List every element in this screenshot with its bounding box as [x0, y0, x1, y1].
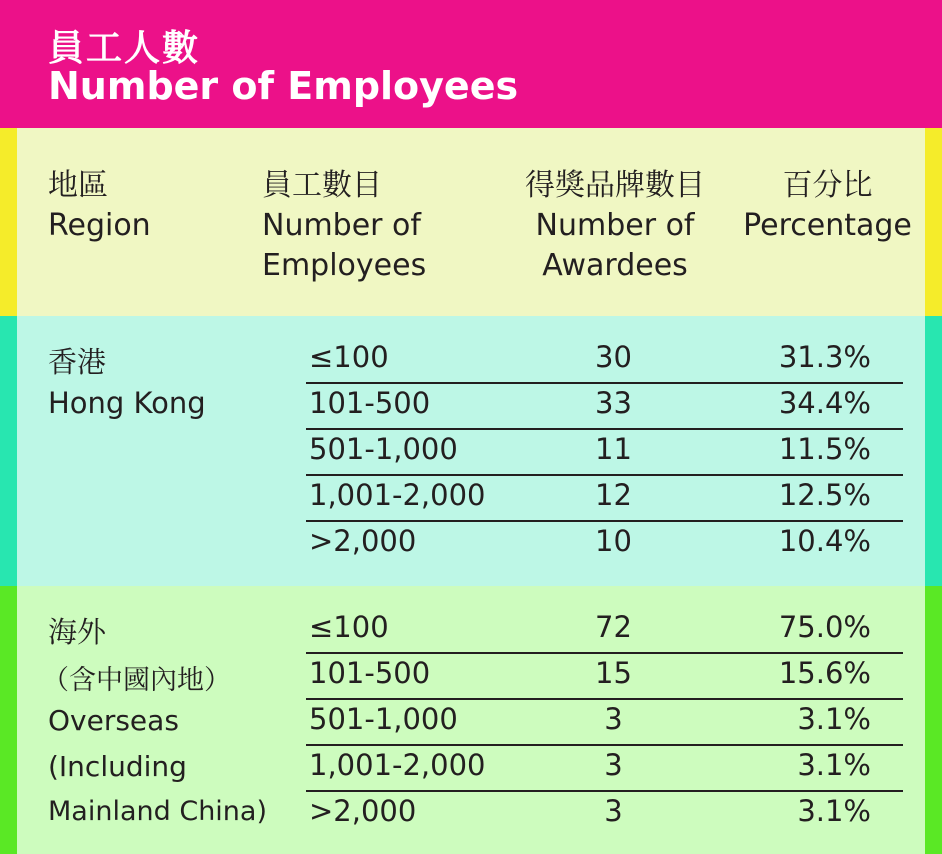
header-right-edge [925, 128, 942, 316]
hk-right-edge [925, 316, 942, 586]
table-row [306, 336, 903, 384]
header-left-edge [0, 128, 17, 316]
column-header-region-en: Region [48, 208, 151, 243]
awardees-cell: 12 [595, 478, 632, 512]
employee-size-cell: >2,000 [309, 794, 417, 828]
employee-size-cell: 1,001-2,000 [309, 478, 486, 512]
awardees-cell: 10 [595, 524, 632, 558]
table-row [306, 474, 903, 522]
percentage-cell: 11.5% [778, 432, 871, 466]
employee-size-cell: >2,000 [309, 524, 417, 558]
awardees-cell: 3 [604, 794, 623, 828]
percentage-cell: 12.5% [778, 478, 871, 512]
awardees-cell: 3 [604, 702, 623, 736]
column-header-employees-en-2: Employees [262, 248, 427, 283]
percentage-cell: 31.3% [778, 340, 871, 374]
table-row [306, 520, 903, 566]
region-overseas-zh: 海外 [48, 615, 107, 649]
column-header-percentage-en: Percentage [743, 208, 912, 243]
awardees-cell: 3 [604, 748, 623, 782]
column-header-employees [262, 166, 426, 286]
percentage-cell: 3.1% [797, 702, 871, 736]
column-header-percentage [740, 166, 915, 246]
region-overseas-zh-note: （含中國內地） [42, 665, 231, 696]
overseas-right-edge [925, 586, 942, 854]
region-overseas-en-3: Mainland China) [48, 796, 267, 827]
percentage-cell: 75.0% [778, 610, 871, 644]
column-header-awardees-en-1: Number of [535, 208, 695, 243]
percentage-cell: 34.4% [778, 386, 871, 420]
hong-kong-section [0, 316, 942, 586]
table-row [306, 428, 903, 476]
region-overseas-en-1: Overseas [48, 704, 179, 737]
employee-size-cell: 1,001-2,000 [309, 748, 486, 782]
overseas-section [0, 586, 942, 854]
awardees-cell: 30 [595, 340, 632, 374]
region-overseas-en-2: (Including [48, 750, 187, 783]
table-row [306, 382, 903, 430]
page-title-english: Number of Employees [48, 64, 519, 108]
column-header-employees-zh: 員工數目 [262, 168, 382, 203]
table-row [306, 652, 903, 700]
region-hong-kong-zh: 香港 [48, 345, 107, 379]
column-header-awardees-zh: 得獎品牌數目 [525, 168, 705, 203]
table-row [306, 744, 903, 792]
page-title-chinese: 員工人數 [48, 28, 201, 69]
table-row [306, 606, 903, 654]
column-header-region-zh: 地區 [48, 168, 108, 203]
percentage-cell: 3.1% [797, 748, 871, 782]
percentage-cell: 15.6% [778, 656, 871, 690]
percentage-cell: 3.1% [797, 794, 871, 828]
table-row [306, 698, 903, 746]
percentage-cell: 10.4% [778, 524, 871, 558]
column-header-awardees-en-2: Awardees [542, 248, 688, 283]
awardees-cell: 15 [595, 656, 632, 690]
table-row [306, 790, 903, 836]
overseas-left-edge [0, 586, 17, 854]
awardees-cell: 72 [595, 610, 632, 644]
column-header-employees-en-1: Number of [262, 208, 421, 243]
awardees-cell: 11 [595, 432, 632, 466]
title-band [0, 0, 942, 128]
employee-size-cell: 501-1,000 [309, 432, 458, 466]
employee-size-cell: 101-500 [309, 386, 431, 420]
employee-size-cell: ≤100 [309, 340, 389, 374]
awardees-cell: 33 [595, 386, 632, 420]
employee-size-cell: ≤100 [309, 610, 389, 644]
column-header-awardees [500, 166, 730, 286]
column-header-region [48, 166, 151, 246]
table-header [0, 128, 942, 316]
employee-size-cell: 101-500 [309, 656, 431, 690]
region-hong-kong-en: Hong Kong [48, 386, 206, 420]
employee-size-cell: 501-1,000 [309, 702, 458, 736]
column-header-percentage-zh: 百分比 [782, 168, 873, 203]
hk-left-edge [0, 316, 17, 586]
